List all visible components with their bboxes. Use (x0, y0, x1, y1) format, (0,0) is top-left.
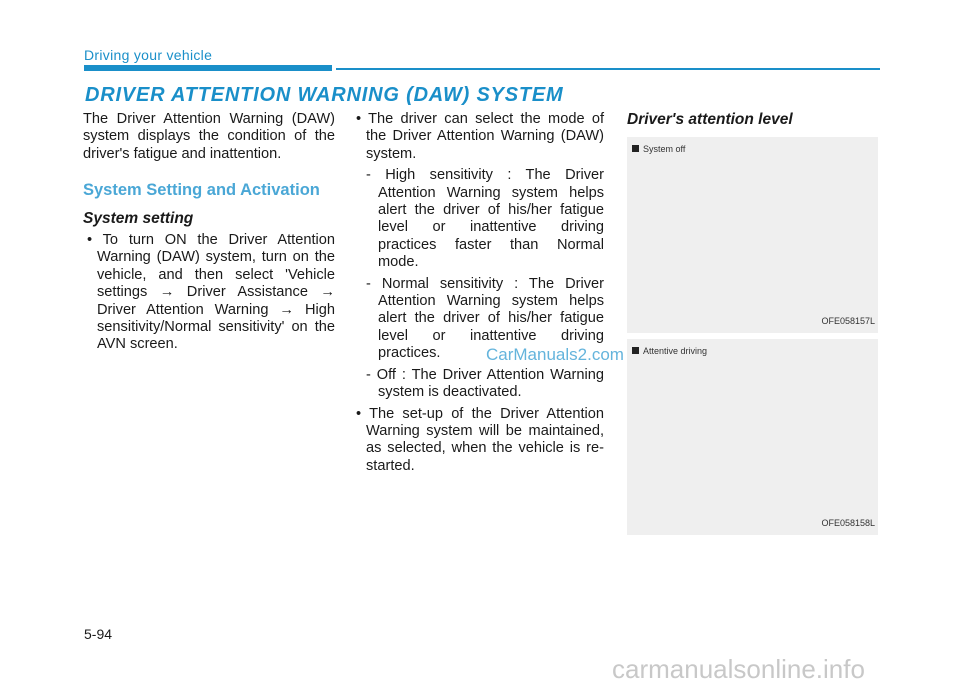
bullet-item: • To turn ON the Driver Attention Warning (DAW) system, turn on the vehicle, and then select 'Vehicle settings → Driver Assistance → Driver Attention Warning → High sensitivity/Normal sensitivity' on the AVN screen. (87, 232, 335, 353)
section-label: Driving your vehicle (84, 47, 213, 63)
header-bar-thin (336, 68, 880, 70)
dash-item-high: - High sensitivity : The Driver Attention Warning system helps alert the driver of his/her fatigue level or inattentive driving practices faster than Normal mode. (366, 167, 604, 271)
header-bar-thick (84, 65, 332, 71)
bullet-text: The driver can select the mode of the Driver Attention Warning (DAW) system. (366, 111, 604, 162)
bullet-text: The set-up of the Driver Attention Warning system will be maintained, as selected, when the vehicle is re-started. (366, 405, 604, 474)
square-bullet-icon (632, 145, 639, 152)
bullet-text: To turn ON the Driver Attention Warning (DAW) system, turn on the vehicle, and then select 'Vehicle settings → Driver Assistance → Driver Attention Warning → High sensitivity/Normal sensitivity' on the AVN screen. (97, 232, 335, 353)
dash-text: Normal sensitivity : The Driver Attention Warning system helps alert the driver of his/her fatigue level or inattentive driving practices. (378, 275, 604, 362)
figure-code: OFE058158L (821, 518, 875, 528)
bullet-item: • The driver can select the mode of the Driver Attention Warning (DAW) system. (356, 111, 604, 162)
attention-heading: Driver's attention level (627, 111, 793, 128)
figure-caption (632, 343, 707, 360)
subheading: System Setting and Activation (83, 181, 320, 200)
square-bullet-icon (632, 347, 639, 354)
figure-attentive-driving (627, 339, 878, 535)
page-title: DRIVER ATTENTION WARNING (DAW) SYSTEM (85, 84, 564, 106)
figure-caption (632, 141, 685, 158)
column-1 (83, 111, 335, 354)
footer-site-watermark: carmanualsonline.info (612, 654, 865, 684)
figure-system-off (627, 137, 878, 333)
figure-caption-text: Attentive driving (643, 346, 708, 357)
figure-caption-text: System off (643, 144, 686, 155)
bullet-item: • The set-up of the Driver Attention Warning system will be maintained, as selected, when the vehicle is re-started. (356, 405, 604, 474)
column-2 (352, 111, 604, 475)
watermark: CarManuals2.com (486, 345, 624, 364)
dash-item-off: - Off : The Driver Attention Warning system is deactivated. (366, 366, 604, 401)
figure-code: OFE058157L (821, 316, 875, 326)
page-number: 5-94 (84, 626, 113, 642)
intro-paragraph: The Driver Attention Warning (DAW) system displays the condition of the driver's fatigue and inattention. (83, 111, 335, 162)
subsubheading: System setting (83, 209, 194, 227)
dash-text: High sensitivity : The Driver Attention Warning system helps alert the driver of his/her fatigue level or inattentive driving practices faster than Normal mode. (378, 167, 604, 271)
column-3 (627, 111, 879, 541)
dash-item-normal: - Normal sensitivity : The Driver Attention Warning system helps alert the driver of his/her fatigue level or inattentive driving practices. (366, 275, 604, 362)
dash-text: Off : The Driver Attention Warning system is deactivated. (376, 366, 604, 401)
